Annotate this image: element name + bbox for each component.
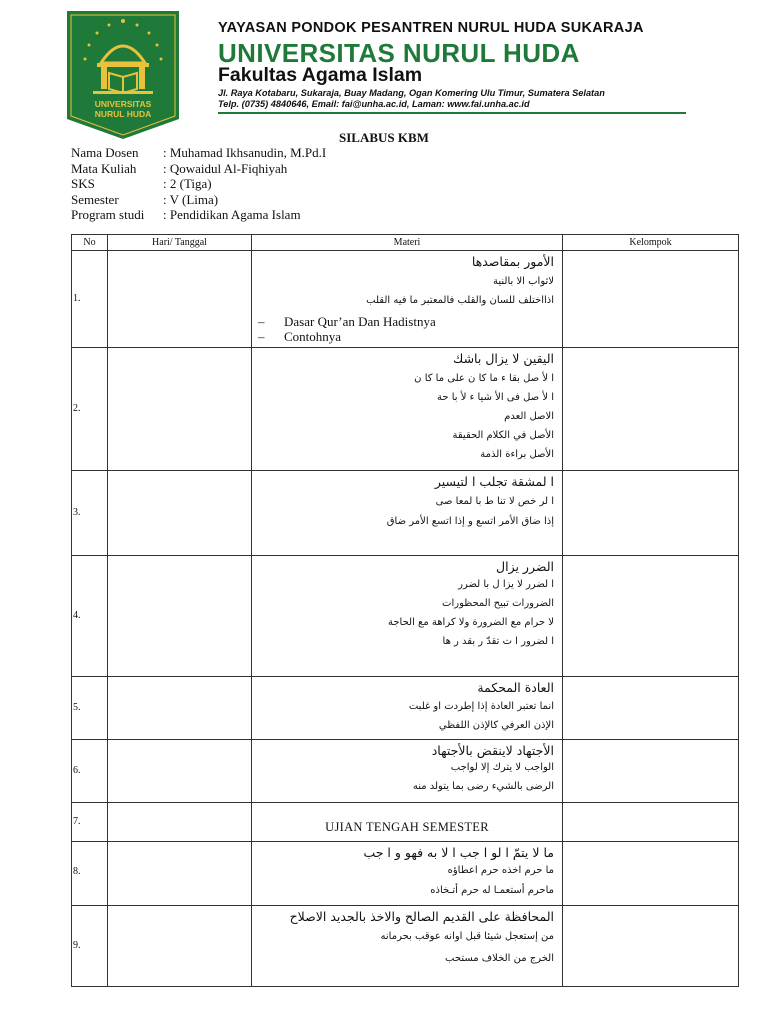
date-cell [108,348,252,471]
meta-key: Nama Dosen [71,145,139,160]
materi-line: الأصل في الكلام الحقيقة [452,430,554,441]
yayasan-name: YAYASAN PONDOK PESANTREN NURUL HUDA SUKARAJA [218,20,644,36]
row-number-cell [72,556,108,677]
table-header-row [72,235,739,251]
materi-line: الإذن العرفي كالإذن اللفظي [438,720,554,731]
materi-line: اذااختلف للسان والقلب فالمعتبر ما فيه القلب [366,295,554,306]
materi-cell [252,348,563,471]
materi-line: الاصل العدم [504,411,554,422]
materi-line: ا لأ صل بقا ء ما كا ن على ما كا ن [414,373,554,384]
materi-cell [252,471,563,556]
kelompok-cell [563,677,739,740]
meta-key: Mata Kuliah [71,160,137,176]
kelompok-cell [563,471,739,556]
course-info [71,145,326,223]
kelompok-cell [563,906,739,987]
materi-cell [252,251,563,348]
materi-line: العادة المحكمة [477,680,554,695]
date-cell [108,471,252,556]
header-materi: Materi [252,235,563,251]
meta-row [71,192,326,208]
materi-line: الأصل براءة الذمة [480,449,554,460]
table-row [72,740,739,803]
table-row [72,251,739,348]
materi-bullet-text: Dasar Qur’an Dan Hadistnya [284,314,436,329]
bullet-dash: – [258,314,265,329]
meta-key: SKS [71,176,95,191]
meta-key: Semester [71,191,119,207]
kelompok-cell [563,556,739,677]
row-number: 8. [73,866,81,877]
materi-line: ا لمشقة تجلب ا لتيسير [434,474,554,489]
meta-value: : Pendidikan Agama Islam [163,207,301,222]
date-cell [108,556,252,677]
row-number-cell [72,471,108,556]
row-number-cell [72,348,108,471]
materi-cell [252,556,563,677]
row-number: 2. [73,403,81,414]
materi-line: الضرر يزال [496,559,554,574]
materi-cell [252,906,563,987]
materi-line: ا لضرر لا يزا ل با لضرر [458,579,554,590]
materi-line: الأجتهاد لاينقض بالأجتهاد [431,743,554,758]
date-cell [108,842,252,906]
address-line: Jl. Raya Kotabaru, Sukaraja, Buay Madang, Ogan Komering Ulu Timur, Sumatera Selatan [218,88,605,98]
date-cell [108,251,252,348]
kelompok-cell [563,803,739,842]
header-kelompok: Kelompok [563,235,739,251]
meta-row [71,176,326,192]
bullet-dash: – [258,329,265,344]
header-divider [218,112,686,114]
materi-line: ا لضرور ا ت تقدّ ر بقد ر ها [442,636,554,647]
kelompok-cell [563,842,739,906]
materi-line: ا لر خص لا تنا ط با لمعا صى [435,496,554,507]
materi-line: اليقين لا يزال باشك [453,351,554,366]
table-row [72,842,739,906]
table-row [72,556,739,677]
table-row [72,471,739,556]
row-number: 3. [73,507,81,518]
meta-row [71,207,326,223]
row-number: 1. [73,293,81,304]
date-cell [108,906,252,987]
row-number: 6. [73,765,81,776]
materi-line: الأمور بمقاصدها [471,254,554,269]
materi-line: ا لأ صل فى الأ شيا ء لأ با حة [437,392,554,403]
materi-line: ما حرم اخذه حرم اعطاؤه [447,865,554,876]
materi-line: الرضى بالشيء رضى بما يتولد منه [412,781,554,792]
row-number-cell [72,740,108,803]
meta-key: Program studi [71,207,145,222]
row-number-cell [72,906,108,987]
meta-value: : Muhamad Ikhsanudin, M.Pd.I [163,145,327,160]
row-number: 4. [73,610,81,621]
materi-line: الخرج من الخلاف مستحب [445,953,554,964]
exam-label: UJIAN TENGAH SEMESTER [325,820,489,834]
university-name: UNIVERSITAS NURUL HUDA [218,38,580,68]
materi-line: ماحرم أستعمـا له حرم أتـخاذه [430,885,554,896]
header-hari: Hari/ Tanggal [108,235,252,251]
meta-value: : Qowaidul Al-Fiqhiyah [163,160,288,176]
header-no: No [72,235,108,251]
syllabus-table [71,234,739,987]
materi-line: لا حرام مع الضرورة ولا كراهة مع الحاجة [388,617,554,628]
materi-cell [252,677,563,740]
meta-value: : V (Lima) [163,191,219,207]
row-number-cell [72,842,108,906]
meta-value: : 2 (Tiga) [163,176,212,191]
contact-line: Telp. (0735) 4840646, Email: fai@unha.ac.id, Laman: www.fai.unha.ac.id [218,99,530,109]
table-row [72,677,739,740]
table-row [72,348,739,471]
table-row [72,906,739,987]
logo-text-2: NURUL HUDA [94,109,152,119]
row-number: 5. [73,702,81,713]
materi-line: الضرورات تبيح المحظورات [442,598,554,609]
materi-line: من إستعجل شيئا قبل اوانه عوقب بحرمانه [380,931,554,942]
materi-cell [252,803,563,842]
materi-cell [252,740,563,803]
table-row [72,803,739,842]
date-cell [108,740,252,803]
row-number-cell [72,677,108,740]
materi-bullet [252,329,562,344]
materi-bullet-text: Contohnya [284,329,342,344]
materi-line: إذا ضاق الأمر اتسع و إذا اتسع الأمر ضاق [386,516,554,527]
kelompok-cell [563,740,739,803]
row-number-cell [72,803,108,842]
document-title: SILABUS KBM [339,130,429,145]
university-logo [67,11,179,139]
materi-bullet [252,314,562,329]
kelompok-cell [563,348,739,471]
materi-line: المحافظة على القديم الصالح والاخذ بالجديد الاصلاح [289,909,554,924]
materi-line: لاثواب الا بالنية [493,276,554,287]
kelompok-cell [563,251,739,348]
materi-line: الواجب لا يترك إلا لواجب [450,762,554,773]
materi-cell [252,842,563,906]
row-number: 7. [73,816,81,827]
row-number-cell [72,251,108,348]
meta-row [71,161,326,177]
materi-line: ما لا يتمّ ا لو ا جب ا لا به فهو و ا جب [363,845,554,860]
date-cell [108,803,252,842]
date-cell [108,677,252,740]
meta-row [71,145,326,161]
materi-line: انما تعتبر العادة إذا إطردت او غلبت [408,701,554,712]
faculty-name: Fakultas Agama Islam [218,64,423,86]
logo-text-1: UNIVERSITAS [94,99,152,109]
row-number: 9. [73,940,81,951]
